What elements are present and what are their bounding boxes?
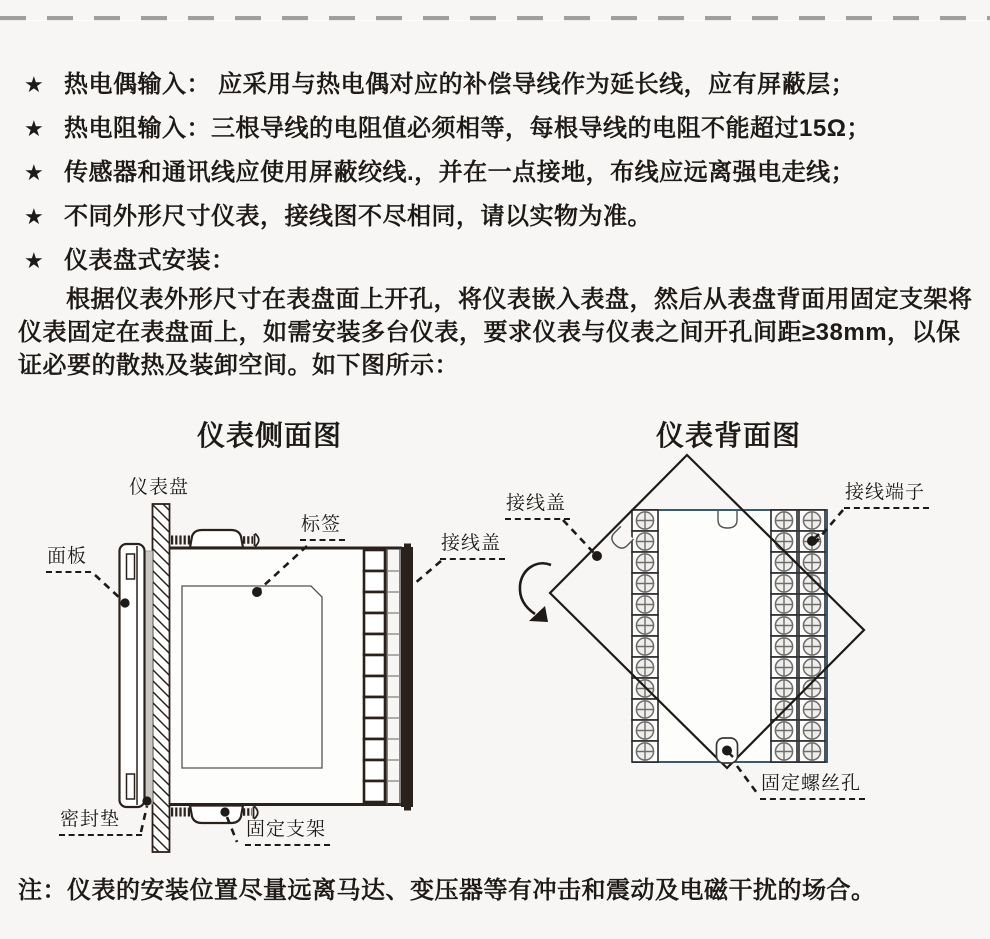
gasket-strip [145,551,153,804]
label-sticker: 标签 [300,514,345,541]
bullet-text: 传感器和通讯线应使用屏蔽绞线.，并在一点接地，布线应远离强电走线； [64,159,856,186]
installation-paragraph: 根据仪表外形尺寸在表盘面上开孔，将仪表嵌入表盘，然后从表盘背面用固定支架将仪表固定在表盘面上，如需安装多台仪表，要求仪表与仪表之间开孔间距≥38mm，以保证必要的散热及装卸空间。如下图所示： [18,286,973,379]
side-view-title: 仪表侧面图 [197,421,343,452]
faceplate-pointer-dot [120,598,129,607]
label-screw-hole: 固定螺丝孔 [760,773,865,800]
terminal-cover-bar [401,547,413,807]
label-mounting-panel: 仪表盘 [129,477,190,498]
cover-pointer-dot [592,551,602,561]
left-terminal-column [632,510,658,762]
star-bullet-icon: ★ [24,116,45,141]
bullet-text: 不同外形尺寸仪表，接线图不尽相同，请以实物为准。 [64,203,652,230]
star-bullet-icon: ★ [24,160,45,185]
instrument-back [633,510,827,762]
label-faceplate: 面板 [46,546,91,573]
bracket-pointer-dot [220,807,229,816]
side-terminal-strip [364,550,385,802]
bullet-text: 仪表盘式安装： [64,247,236,274]
top-fixing-bracket [171,530,259,548]
label-gasket: 密封垫 [59,809,142,836]
star-bullet-icon: ★ [24,248,45,273]
top-notch [718,511,737,528]
label-terminal-cover-side: 接线盖 [440,533,505,560]
mounting-panel [153,504,170,852]
back-view-diagram [520,455,864,793]
star-bullet-icon: ★ [24,72,45,97]
front-bezel [120,544,145,807]
bullet-text: 热电偶输入： 应采用与热电偶对应的补偿导线作为延长线，应有屏蔽层； [64,71,856,98]
gasket-pointer-dot [142,796,151,805]
rotation-arrow-icon [520,563,551,622]
side-view-diagram [95,504,441,852]
label-bracket: 固定支架 [245,819,330,846]
sticker-pointer-dot [252,587,262,597]
bottom-note: 注：仪表的安装位置尽量远离马达、变压器等有冲击和震动及电磁干扰的场合。 [18,877,876,904]
bullet-text: 热电阻输入：三根导线的电阻值必须相等，每根导线的电阻不能超过15Ω； [64,115,871,142]
label-terminals: 接线端子 [844,482,929,509]
star-bullet-icon: ★ [24,204,45,229]
fixing-screw-hole [717,738,738,763]
terminal-ladder-rungs [387,571,400,781]
label-terminal-cover-back: 接线盖 [505,493,570,520]
right-terminal-column-a [771,510,797,762]
back-view-title: 仪表背面图 [656,421,802,452]
right-terminal-column-b [799,510,825,762]
